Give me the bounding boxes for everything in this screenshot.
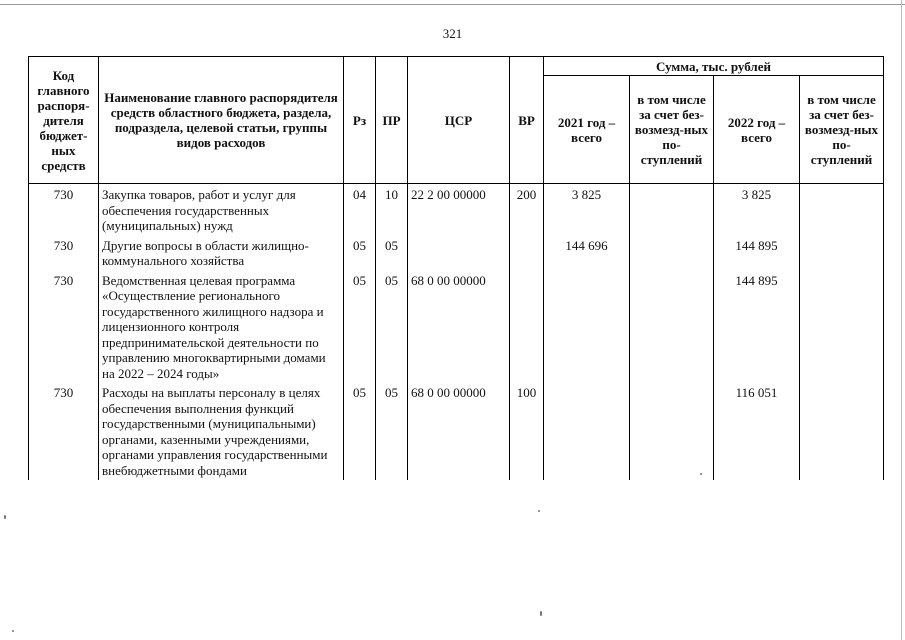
cell-2021-free: [630, 184, 714, 236]
cell-name: Закупка товаров, работ и услуг для обеспечения государственных (муниципальных) нужд: [99, 184, 344, 236]
cell-name: Расходы на выплаты персоналу в целях обеспечения выполнения функций государственными (муниципальными) органами, казенными учреждениями, органами управления государственными внебюджетными фондами: [99, 383, 344, 480]
cell-name: Другие вопросы в области жилищно-коммунального хозяйства: [99, 236, 344, 271]
cell-2021-total: 144 696: [544, 236, 630, 271]
cell-pr: 05: [376, 383, 408, 480]
cell-2021-total: [544, 383, 630, 480]
cell-2022-total: 144 895: [714, 236, 800, 271]
page-top-border: [0, 4, 905, 5]
cell-csr: 22 2 00 00000: [408, 184, 510, 236]
cell-2021-total: 3 825: [544, 184, 630, 236]
cell-2021-total: [544, 271, 630, 384]
cell-2022-free: [800, 271, 884, 384]
cell-csr: 68 0 00 00000: [408, 271, 510, 384]
cell-code: 730: [29, 383, 99, 480]
scan-speck: [538, 510, 540, 512]
cell-vr: [510, 271, 544, 384]
page-number: 321: [442, 26, 463, 41]
cell-csr: [408, 236, 510, 271]
header-sum: Сумма, тыс. рублей: [544, 57, 884, 76]
cell-vr: 100: [510, 383, 544, 480]
cell-2022-total: 116 051: [714, 383, 800, 480]
cell-name: Ведомственная целевая программа «Осуществление регионального государственного жилищного надзора и лицензионного контроля предпринимательской деятельности по управлению многоквартирными домами на 2022 – 2024 годы»: [99, 271, 344, 384]
table-row: [29, 383, 884, 480]
cell-pr: 10: [376, 184, 408, 236]
header-name: Наименование главного распорядителя средств областного бюджета, раздела, подраздела, целевой статьи, группы видов расходов: [99, 57, 344, 184]
header-2021-free: в том числе за счет без-возмезд-ных по-ступлений: [630, 76, 714, 184]
cell-csr: 68 0 00 00000: [408, 383, 510, 480]
cell-2021-free: [630, 271, 714, 384]
header-pr: ПР: [376, 57, 408, 184]
cell-pr: 05: [376, 271, 408, 384]
cell-2022-total: 144 895: [714, 271, 800, 384]
table-row: [29, 236, 884, 271]
cell-2021-free: [630, 236, 714, 271]
scan-speck: [12, 630, 14, 632]
header-code: Код главного распоря-дителя бюджет-ных средств: [29, 57, 99, 184]
table-row: [29, 271, 884, 384]
cell-rz: 05: [344, 236, 376, 271]
cell-code: 730: [29, 184, 99, 236]
cell-code: 730: [29, 236, 99, 271]
cell-2022-free: [800, 184, 884, 236]
header-2021-total: 2021 год – всего: [544, 76, 630, 184]
header-2022-total: 2022 год – всего: [714, 76, 800, 184]
cell-2022-free: [800, 236, 884, 271]
header-csr: ЦСР: [408, 57, 510, 184]
cell-pr: 05: [376, 236, 408, 271]
cell-code: 730: [29, 271, 99, 384]
scan-speck: [4, 515, 6, 519]
header-rz: Рз: [344, 57, 376, 184]
header-vr: ВР: [510, 57, 544, 184]
cell-2022-total: 3 825: [714, 184, 800, 236]
cell-vr: [510, 236, 544, 271]
cell-2021-free: [630, 383, 714, 480]
header-2022-free: в том числе за счет без-возмезд-ных по-ступлений: [800, 76, 884, 184]
cell-vr: 200: [510, 184, 544, 236]
page-right-border: [901, 0, 902, 640]
cell-rz: 05: [344, 271, 376, 384]
scan-speck: [540, 611, 542, 616]
budget-table: [28, 56, 884, 480]
table-row: [29, 184, 884, 236]
scan-speck: [700, 473, 702, 475]
cell-rz: 05: [344, 383, 376, 480]
cell-2022-free: [800, 383, 884, 480]
cell-rz: 04: [344, 184, 376, 236]
